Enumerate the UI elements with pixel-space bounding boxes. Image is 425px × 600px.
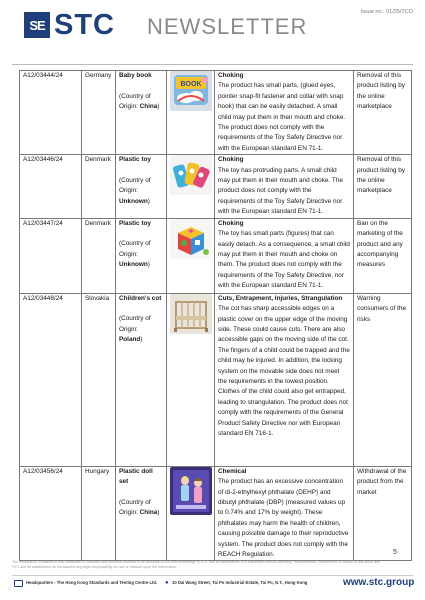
risk-cell	[215, 71, 354, 155]
risk-title: Chemical	[218, 467, 247, 475]
country-cell: Hungary	[82, 466, 116, 561]
ref-cell: A12/03448/24	[20, 293, 82, 466]
footer-disclaimer: The information contained in this newsletter is obtained from sources believed to be accurate to the best knowledge of STC and its subsidiaries. It is distributed without warranty, representation, inducement or liability of any kinds and STC and its subsidiaries do not assume any legal responsibility for use or reliance upon the information.	[12, 560, 381, 569]
table-row	[20, 218, 412, 293]
baby-book-photo	[170, 71, 212, 111]
risk-cell	[215, 466, 354, 561]
country-cell: Denmark	[82, 155, 116, 218]
table-row	[20, 155, 412, 218]
product-origin: (Country of Origin: Unknown)	[119, 240, 151, 269]
address-label: 10 Dai Wang Street, Tai Po Industrial Estate, Tai Po, N.T., Hong Kong	[172, 580, 308, 585]
image-cell	[167, 293, 215, 466]
product-cell	[116, 71, 167, 155]
image-cell	[167, 466, 215, 561]
product-name: Baby book	[119, 72, 152, 79]
product-origin: (Country of Origin: Unknown)	[119, 177, 151, 205]
product-origin: (Country of Origin: China)	[119, 498, 160, 517]
shape-sorter-cube-photo	[170, 219, 212, 259]
plastic-toy-photo	[170, 155, 212, 195]
product-cell	[116, 466, 167, 561]
risk-title: Choking	[218, 219, 244, 227]
building-icon	[14, 580, 23, 587]
doll-set-photo	[170, 467, 212, 515]
product-cell	[116, 155, 167, 218]
table-row	[20, 71, 412, 155]
product-name: Plastic toy	[119, 219, 151, 227]
svg-text:BOOK: BOOK	[180, 81, 202, 88]
ref-cell: A12/03444/24	[20, 71, 82, 155]
risk-cell	[215, 293, 354, 466]
risk-description: The product has small parts, (glued eyes, pointer snap-fit fastener and collar with snap hook) that can be easily detached. A small child may put them in their mouth and choke. The product does not comply with the requirements of the Toy Safety Directive nor with the European standard EN 71-1.	[218, 82, 346, 152]
product-origin: (Country of Origin: Poland)	[119, 315, 151, 344]
risk-title: Choking	[218, 156, 244, 164]
ref-cell: A12/03456/24	[20, 466, 82, 561]
page-number: 5	[393, 549, 397, 556]
measure-cell: Ban on the marketing of the product and any accompanying measures	[354, 218, 412, 293]
measure-cell: Removal of this product listing by the online marketplace	[354, 155, 412, 218]
risk-description: The toy has small parts (figures) that can easily detach. As a consequence, a small child may put them in their mouth and choke on them. The product does not comply with the requirements of the Toy Safety Directive, nor with the European standard EN 71-1.	[218, 230, 350, 290]
stc-logo-text: STC	[54, 9, 115, 41]
measure-cell: Withdrawal of the product from the market	[354, 466, 412, 561]
headquarters-label: Headquarters - The Hong Kong Standards and Testing Centre Ltd.	[26, 580, 158, 585]
country-cell: Germany	[82, 71, 116, 155]
risk-title: Cuts, Entrapment, Injuries, Strangulation	[218, 294, 343, 302]
product-name: Children's cot	[119, 294, 162, 302]
image-cell	[167, 71, 215, 155]
product-cell	[116, 218, 167, 293]
risk-title: Choking	[218, 72, 244, 79]
header-divider	[12, 64, 413, 65]
website-link[interactable]: www.stc.group	[343, 577, 415, 588]
image-cell	[167, 155, 215, 218]
childrens-cot-photo	[170, 294, 212, 334]
issue-number: Issue no.: 01/25/TCO	[360, 9, 413, 15]
measure-cell: Warning consumers of the risks	[354, 293, 412, 466]
ref-cell: A12/03446/24	[20, 155, 82, 218]
risk-cell	[215, 218, 354, 293]
risk-cell	[215, 155, 354, 218]
product-name: Plastic toy	[119, 156, 151, 164]
risk-description: The toy has protruding parts. A small child may put them in their mouth and choke. The product does not comply with the requirements of the Toy Safety Directive nor with the European standard EN 71-1.	[218, 166, 343, 216]
product-origin: (Country of Origin: China)	[119, 92, 160, 111]
table-row	[20, 293, 412, 466]
product-cell	[116, 293, 167, 466]
table-row	[20, 466, 412, 561]
risk-description: The product has an excessive concentration of di-2-ethylhexyl phthalate (DEHP) and dibutyl phthalate (DBP) (measured values up to 0.74% and 17% by weight). These phthalates may harm the health of children, causing possible damage to their reproductive system. The product does not comply with the REACH Regulation.	[218, 478, 349, 558]
product-name: Plastic doll set	[119, 467, 153, 486]
page-header	[0, 0, 425, 62]
risk-description: The cot has sharp accessible edges on a plastic cover on the upper edge of the moving side. These could cause cuts. There are also accessible gaps on the moving side of the cot. The fingers of a child could be trapped and the child may be injured. In addition, the locking system on the movable side does not meet the requirements in the lowest position. Clothes of the child could also get entrapped, leading to strangulation. The product does not comply with the requirements of the General Product Safety Directive nor with European standard EN 716-1.	[218, 305, 350, 437]
footer-divider	[12, 575, 413, 576]
country-cell: Denmark	[82, 218, 116, 293]
image-cell	[167, 218, 215, 293]
stc-logo-mark: SE	[24, 12, 50, 38]
measure-cell: Removal of this product listing by the online marketplace	[354, 71, 412, 155]
ref-cell: A12/03447/24	[20, 218, 82, 293]
newsletter-title: NEWSLETTER	[147, 14, 308, 39]
recall-table	[19, 70, 412, 561]
location-pin-icon: ●	[165, 580, 169, 586]
country-cell: Slovakia	[82, 293, 116, 466]
